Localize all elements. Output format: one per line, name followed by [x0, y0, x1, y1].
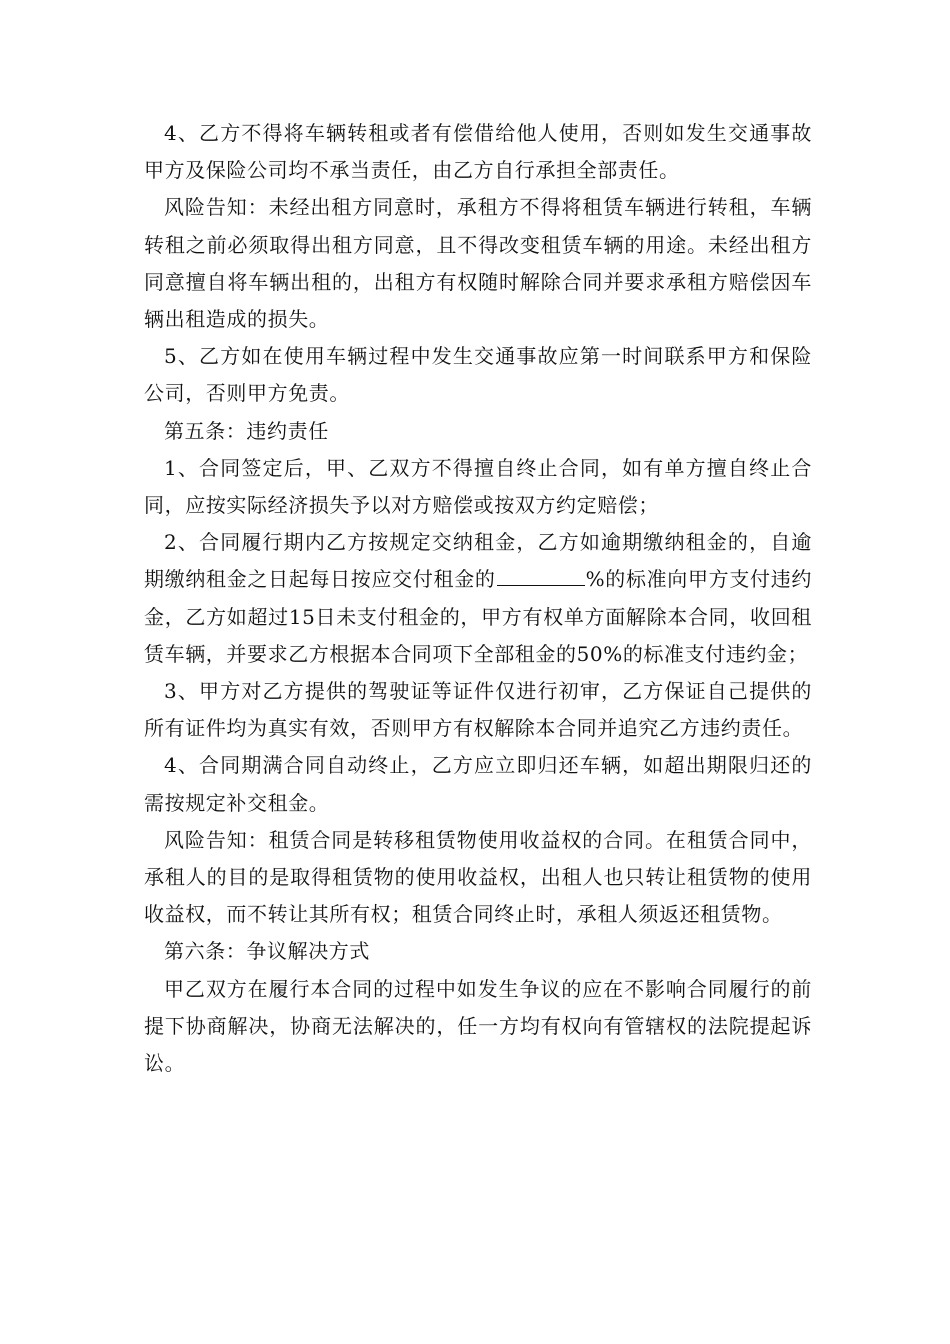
article-5-heading: 第五条：违约责任 [164, 418, 329, 443]
dispute-resolution-clause: 甲乙双方在履行本合同的过程中如发生争议的应在不影响合同履行的前提下协商解决，协商无法解决的，任一方均有权向有管辖权的法院提起诉讼。 [144, 976, 812, 1076]
breach-clause-2 [144, 524, 812, 673]
breach-clause-2-part-b: %的标准向甲方支付违约金，乙方如超过15日未支付租金的，甲方有权单方面解除本合同，收回租赁车辆，并要求乙方根据本合同项下全部租金的50%的标准支付违约金； [144, 567, 812, 666]
risk-notice-sublease: 风险告知：未经出租方同意时，承租方不得将租赁车辆进行转租，车辆转租之前必须取得出租方同意，且不得改变租赁车辆的用途。未经出租方同意擅自将车辆出租的，出租方有权随时解除合同并要求承租方赔偿因车辆出租造成的损失。 [144, 195, 812, 332]
percentage-blank [497, 565, 585, 586]
breach-clause-3: 3、甲方对乙方提供的驾驶证等证件仅进行初审，乙方保证自己提供的所有证件均为真实有效，否则甲方有权解除本合同并追究乙方违约责任。 [144, 679, 812, 741]
clause-5-accident-contact: 5、乙方如在使用车辆过程中发生交通事故应第一时间联系甲方和保险公司，否则甲方免责。 [144, 344, 812, 406]
clause-4-no-sublease: 4、乙方不得将车辆转租或者有偿借给他人使用，否则如发生交通事故甲方及保险公司均不承当责任，由乙方自行承担全部责任。 [144, 121, 812, 183]
breach-clause-1: 1、合同签定后，甲、乙双方不得擅自终止合同，如有单方擅自终止合同，应按实际经济损失予以对方赔偿或按双方约定赔偿； [144, 455, 812, 518]
risk-notice-lease-contract: 风险告知：租赁合同是转移租赁物使用收益权的合同。在租赁合同中，承租人的目的是取得租赁物的使用收益权，出租人也只转让租赁物的使用收益权，而不转让其所有权；租赁合同终止时，承租人须返还租赁物。 [144, 827, 812, 927]
document-page [144, 115, 812, 1082]
breach-clause-2-part-a: 2、合同履行期内乙方按规定交纳租金，乙方如逾期缴纳租金的，自逾期缴纳租金之日起每日按应交付租金的 [144, 530, 812, 592]
breach-clause-4: 4、合同期满合同自动终止，乙方应立即归还车辆，如超出期限归还的需按规定补交租金。 [144, 753, 812, 815]
article-6-heading: 第六条：争议解决方式 [164, 939, 370, 964]
